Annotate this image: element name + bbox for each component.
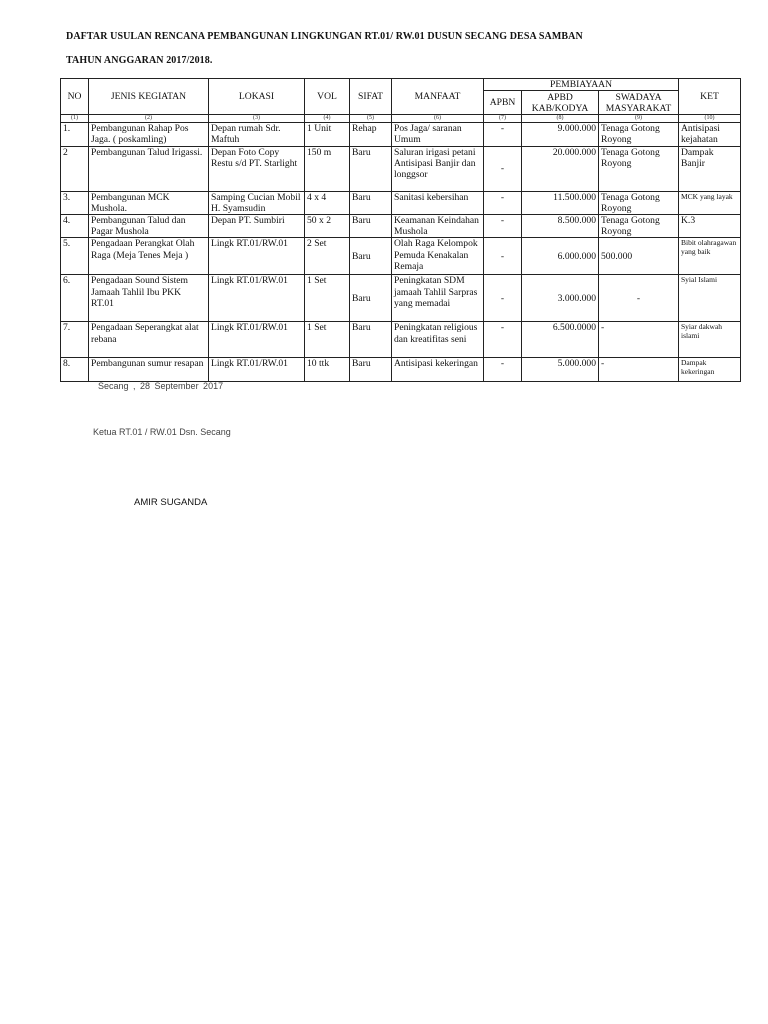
col-index: (9) <box>599 115 679 123</box>
cell-apbd: 9.000.000 <box>522 123 599 146</box>
table-row <box>61 215 741 238</box>
header-jenis-kegiatan: JENIS KEGIATAN <box>89 79 209 115</box>
cell-ket: MCK yang layak <box>679 191 741 214</box>
cell-vol: 1 Set <box>305 322 350 358</box>
cell-swadaya: Tenaga Gotong Royong <box>599 215 679 238</box>
cell-no: 3. <box>61 191 89 214</box>
col-index: (2) <box>89 115 209 123</box>
cell-apbd: 6.000.000 <box>522 238 599 275</box>
cell-apbn: - <box>484 358 522 382</box>
cell-manfaat: Olah Raga Kelompok Pemuda Kenakalan Remaja <box>392 238 484 275</box>
header-swadaya: SWADAYA MASYARAKAT <box>599 91 679 115</box>
cell-jenis: Pengadaan Seperangkat alat rebana <box>89 322 209 358</box>
cell-apbd: 20.000.000 <box>522 146 599 191</box>
col-index: (10) <box>679 115 741 123</box>
cell-no: 6. <box>61 275 89 322</box>
cell-apbd: 3.000.000 <box>522 275 599 322</box>
cell-apbd: 8.500.000 <box>522 215 599 238</box>
cell-vol: 10 ttk <box>305 358 350 382</box>
proposal-table <box>60 78 741 382</box>
cell-manfaat: Pos Jaga/ saranan Umum <box>392 123 484 146</box>
table-row <box>61 191 741 214</box>
cell-apbn: - <box>484 322 522 358</box>
cell-vol: 2 Set <box>305 238 350 275</box>
cell-vol: 4 x 4 <box>305 191 350 214</box>
cell-sifat: Baru <box>350 358 392 382</box>
cell-ket: Bibit olahragawan yang baik <box>679 238 741 275</box>
cell-manfaat: Peningkatan SDM jamaah Tahlil Sarpras yang memadai <box>392 275 484 322</box>
cell-jenis: Pembangunan MCK Mushola. <box>89 191 209 214</box>
header-manfaat: MANFAAT <box>392 79 484 115</box>
header-no: NO <box>61 79 89 115</box>
cell-apbn: - <box>484 215 522 238</box>
cell-sifat: Baru <box>350 322 392 358</box>
cell-no: 8. <box>61 358 89 382</box>
cell-apbd: 6.500.0000 <box>522 322 599 358</box>
cell-swadaya: - <box>599 275 679 322</box>
cell-sifat: Baru <box>350 275 392 322</box>
cell-lokasi: Depan PT. Sumbiri <box>209 215 305 238</box>
cell-apbn: - <box>484 238 522 275</box>
cell-apbn: - <box>484 146 522 191</box>
cell-ket: Syiar dakwah islami <box>679 322 741 358</box>
cell-no: 4. <box>61 215 89 238</box>
header-lokasi: LOKASI <box>209 79 305 115</box>
cell-sifat: Baru <box>350 215 392 238</box>
cell-sifat: Baru <box>350 238 392 275</box>
cell-jenis: Pembangunan Talud dan Pagar Mushola <box>89 215 209 238</box>
cell-no: 2 <box>61 146 89 191</box>
header-ket: KET <box>679 79 741 115</box>
cell-sifat: Baru <box>350 146 392 191</box>
header-apbd: APBD KAB/KODYA <box>522 91 599 115</box>
cell-jenis: Pembangunan Rahap Pos Jaga. ( poskamling) <box>89 123 209 146</box>
cell-manfaat: Peningkatan religious dan kreatifitas seni <box>392 322 484 358</box>
table-row <box>61 146 741 191</box>
col-index: (6) <box>392 115 484 123</box>
cell-sifat: Rehap <box>350 123 392 146</box>
cell-lokasi: Depan Foto Copy Restu s/d PT. Starlight <box>209 146 305 191</box>
cell-manfaat: Saluran irigasi petani Antisipasi Banjir dan longgsor <box>392 146 484 191</box>
cell-vol: 1 Set <box>305 275 350 322</box>
cell-ket: Syial Islami <box>679 275 741 322</box>
header-pembiayaan: PEMBIAYAAN <box>484 79 679 91</box>
cell-no: 7. <box>61 322 89 358</box>
cell-no: 5. <box>61 238 89 275</box>
cell-ket: Dampak kekeringan <box>679 358 741 382</box>
cell-apbn: - <box>484 275 522 322</box>
cell-ket: K.3 <box>679 215 741 238</box>
cell-sifat: Baru <box>350 191 392 214</box>
fiscal-year-title: TAHUN ANGGARAN 2017/2018. <box>66 55 213 66</box>
cell-lokasi: Samping Cucian Mobil H. Syamsudin <box>209 191 305 214</box>
col-index: (1) <box>61 115 89 123</box>
col-index: (5) <box>350 115 392 123</box>
cell-swadaya: - <box>599 322 679 358</box>
table-row <box>61 322 741 358</box>
cell-manfaat: Antisipasi kekeringan <box>392 358 484 382</box>
cell-swadaya: Tenaga Gotong Royong <box>599 191 679 214</box>
col-index: (4) <box>305 115 350 123</box>
signature-role: Ketua RT.01 / RW.01 Dsn. Secang <box>93 427 231 437</box>
table-row <box>61 123 741 146</box>
cell-jenis: Pembangunan sumur resapan <box>89 358 209 382</box>
cell-ket: Dampak Banjir <box>679 146 741 191</box>
cell-apbn: - <box>484 123 522 146</box>
table-row <box>61 238 741 275</box>
cell-lokasi: Lingk RT.01/RW.01 <box>209 238 305 275</box>
header-apbn: APBN <box>484 91 522 115</box>
cell-jenis: Pengadaan Sound Sistem Jamaah Tahlil Ibu PKK RT.01 <box>89 275 209 322</box>
signature-place-date: Secang , 28 September 2017 <box>98 381 224 391</box>
cell-lokasi: Depan rumah Sdr. Maftuh <box>209 123 305 146</box>
cell-lokasi: Lingk RT.01/RW.01 <box>209 322 305 358</box>
header-vol: VOL <box>305 79 350 115</box>
cell-swadaya: Tenaga Gotong Royong <box>599 123 679 146</box>
cell-lokasi: Lingk RT.01/RW.01 <box>209 358 305 382</box>
cell-swadaya: - <box>599 358 679 382</box>
col-index: (3) <box>209 115 305 123</box>
signature-name: AMIR SUGANDA <box>134 497 208 508</box>
col-index: (8) <box>522 115 599 123</box>
cell-apbd: 5.000.000 <box>522 358 599 382</box>
cell-ket: Antisipasi kejahatan <box>679 123 741 146</box>
cell-no: 1. <box>61 123 89 146</box>
header-sifat: SIFAT <box>350 79 392 115</box>
cell-lokasi: Lingk RT.01/RW.01 <box>209 275 305 322</box>
cell-swadaya: 500.000 <box>599 238 679 275</box>
document-title: DAFTAR USULAN RENCANA PEMBANGUNAN LINGKUNGAN RT.01/ RW.01 DUSUN SECANG DESA SAMBAN <box>66 31 583 42</box>
table-row <box>61 358 741 382</box>
cell-vol: 50 x 2 <box>305 215 350 238</box>
col-index: (7) <box>484 115 522 123</box>
cell-apbd: 11.500.000 <box>522 191 599 214</box>
table-row <box>61 275 741 322</box>
cell-swadaya: Tenaga Gotong Royong <box>599 146 679 191</box>
cell-manfaat: Keamanan Keindahan Mushola <box>392 215 484 238</box>
cell-jenis: Pembangunan Talud Irigassi. <box>89 146 209 191</box>
cell-vol: 1 Unit <box>305 123 350 146</box>
cell-manfaat: Sanitasi kebersihan <box>392 191 484 214</box>
cell-jenis: Pengadaan Perangkat Olah Raga (Meja Tenes Meja ) <box>89 238 209 275</box>
cell-apbn: - <box>484 191 522 214</box>
cell-vol: 150 m <box>305 146 350 191</box>
column-index-row <box>61 115 741 123</box>
